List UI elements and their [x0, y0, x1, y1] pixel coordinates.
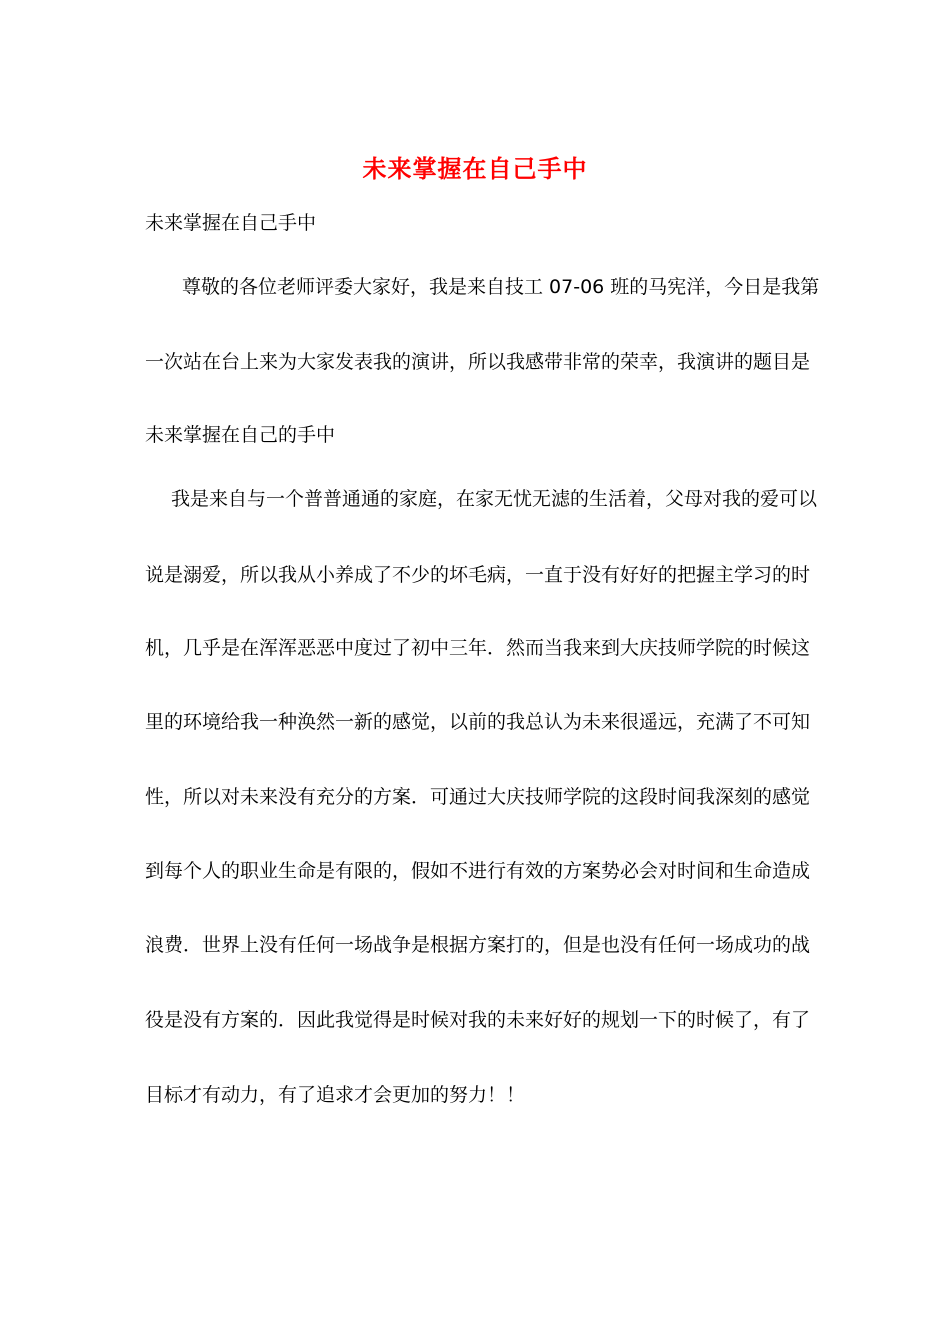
paragraph-line: 一次站在台上来为大家发表我的演讲，所以我感带非常的荣幸，我演讲的题目是 — [145, 351, 811, 373]
paragraph-line: 到每个人的职业生命是有限的，假如不进行有效的方案势必会对时间和生命造成 — [145, 860, 811, 882]
document-title: 未来掌握在自己手中 — [362, 155, 588, 183]
paragraph-line: 说是溺爱，所以我从小养成了不少的坏毛病，一直于没有好好的把握主学习的时 — [145, 564, 811, 586]
paragraph-line: 未来掌握在自己的手中 — [145, 424, 336, 446]
paragraph-line: 尊敬的各位老师评委大家好，我是来自技工 07-06 班的马宪洋，今日是我第 — [182, 276, 820, 298]
paragraph-line: 浪费．世界上没有任何一场战争是根据方案打的，但是也没有任何一场成功的战 — [145, 934, 811, 956]
paragraph-line: 里的环境给我一种涣然一新的感觉，以前的我总认为未来很遥远，充满了不可知 — [145, 711, 811, 733]
paragraph-line: 我是来自与一个普普通通的家庭，在家无忧无滤的生活着，父母对我的爱可以 — [171, 488, 818, 510]
paragraph-line: 役是没有方案的．因此我觉得是时候对我的未来好好的规划一下的时候了，有了 — [145, 1009, 811, 1031]
paragraph-line: 性，所以对未来没有充分的方案．可通过大庆技师学院的这段时间我深刻的感觉 — [145, 786, 811, 808]
paragraph-line: 机，几乎是在浑浑恶恶中度过了初中三年．然而当我来到大庆技师学院的时候这 — [145, 637, 811, 659]
document-subtitle: 未来掌握在自己手中 — [145, 212, 317, 234]
paragraph-line: 目标才有动力，有了追求才会更加的努力！！ — [145, 1084, 526, 1106]
